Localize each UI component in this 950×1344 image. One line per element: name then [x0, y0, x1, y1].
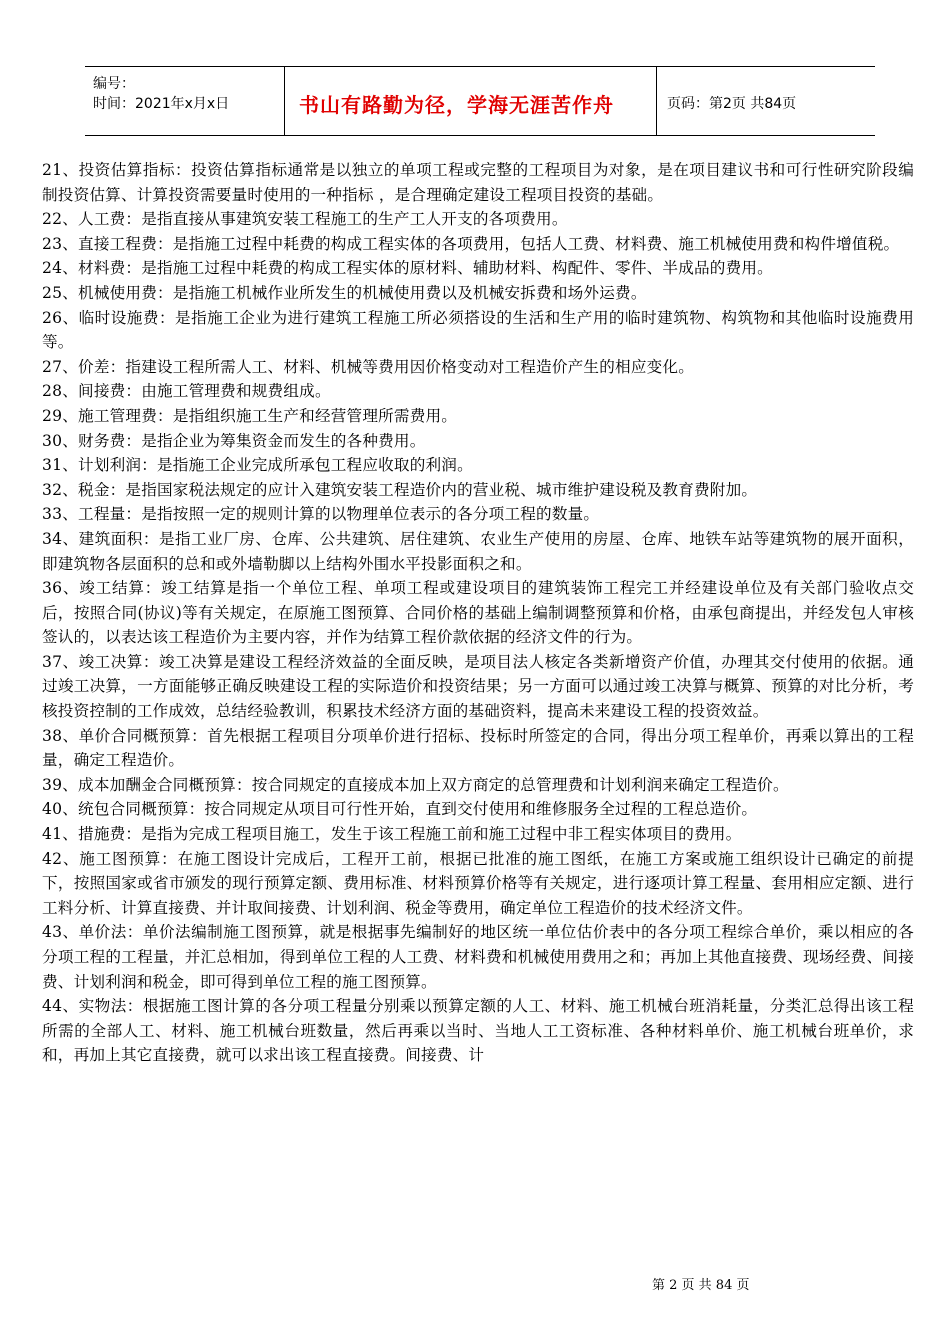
paragraph: 22、人工费：是指直接从事建筑安装工程施工的生产工人开支的各项费用。: [42, 210, 568, 229]
header-right-cell: [657, 67, 875, 135]
paragraph: 36、竣工结算：竣工结算是指一个单位工程、单项工程或建设项目的建筑装饰工程完工并经建设单位及有关部门验收点交后，按照合同(协议)等有关规定，在原施工图预算、合同价格的基础上编制调整预算和价格，由承包商提出，并经发包人审核签认的，以表达该工程造价为主要内容，并作为结算工程价款依据的经济文件的行为。: [42, 579, 914, 647]
paragraph: 42、施工图预算：在施工图设计完成后，工程开工前，根据已批准的施工图纸，在施工方案或施工组织设计已确定的前提下，按照国家或省市颁发的现行预算定额、费用标准、材料预算价格等有关规定，进行逐项计算工程量、套用相应定额、进行工料分析、计算直接费、并计取间接费、计划利润、税金等费用，确定单位工程造价的技术经济文件。: [42, 849, 914, 917]
paragraph: 34、建筑面积：是指工业厂房、仓库、公共建筑、居住建筑、农业生产使用的房屋、仓库、地铁车站等建筑物的展开面积，即建筑物各层面积的总和或外墙勒脚以上结构外围水平投影面积之和。: [42, 529, 914, 573]
paragraph: 40、统包合同概预算：按合同规定从项目可行性开始，直到交付使用和维修服务全过程的工程总造价。: [42, 800, 758, 819]
paragraph: 25、机械使用费：是指施工机械作业所发生的机械使用费以及机械安拆费和场外运费。: [42, 283, 647, 302]
page-footer: 第 2 页 共 84 页: [652, 1278, 750, 1293]
paragraph: 43、单价法：单价法编制施工图预算，就是根据事先编制好的地区统一单位估价表中的各分项工程综合单价，乘以相应的各分项工程的工程量，并汇总相加，得到单位工程的人工费、材料费和机械使用费用之和；再加上其他直接费、现场经费、间接费、计划利润和税金，即可得到单位工程的施工图预算。: [42, 923, 914, 991]
paragraph: 28、间接费：由施工管理费和规费组成。: [42, 382, 331, 401]
time-label: 时间：2021年x月x日: [93, 96, 230, 112]
header-middle-cell: [285, 67, 657, 135]
page-label: 页码：第2页 共84页: [667, 96, 797, 112]
paragraph: 38、单价合同概预算：首先根据工程项目分项单价进行招标、投标时所签定的合同，得出分项工程单价，再乘以算出的工程量，确定工程造价。: [42, 726, 914, 770]
paragraph: 33、工程量：是指按照一定的规则计算的以物理单位表示的各分项工程的数量。: [42, 505, 600, 524]
paragraph: 39、成本加酬金合同概预算：按合同规定的直接成本加上双方商定的总管理费和计划利润来确定工程造价。: [42, 775, 789, 794]
paragraph: 32、税金：是指国家税法规定的应计入建筑安装工程造价内的营业税、城市维护建设税及教育费附加。: [42, 480, 758, 499]
paragraph: 26、临时设施费：是指施工企业为进行建筑工程施工所必须搭设的生活和生产用的临时建筑物、构筑物和其他临时设施费用等。: [42, 308, 914, 352]
code-label: 编号：: [93, 76, 135, 92]
header-table: [85, 66, 875, 136]
document-body: [42, 158, 914, 1068]
paragraph: 21、投资估算指标：投资估算指标通常是以独立的单项工程或完整的工程项目为对象，是在项目建议书和可行性研究阶段编制投资估算、计算投资需要量时使用的一种指标 ，是合理确定建设工程项目投资的基础。: [42, 161, 914, 204]
header-left-cell: [85, 67, 285, 135]
paragraph: 29、施工管理费：是指组织施工生产和经营管理所需费用。: [42, 406, 458, 425]
paragraph: 30、财务费：是指企业为筹集资金而发生的各种费用。: [42, 431, 426, 450]
paragraph: 24、材料费：是指施工过程中耗费的构成工程实体的原材料、辅助材料、构配件、零件、半成品的费用。: [42, 259, 773, 278]
motto: 书山有路勤为径，学海无涯苦作舟: [299, 93, 614, 117]
paragraph: 31、计划利润：是指施工企业完成所承包工程应收取的利润。: [42, 456, 473, 475]
paragraph: 27、价差：指建设工程所需人工、材料、机械等费用因价格变动对工程造价产生的相应变化。: [42, 357, 694, 376]
paragraph: 23、直接工程费：是指施工过程中耗费的构成工程实体的各项费用，包括人工费、材料费、施工机械使用费和构件增值税。: [42, 234, 900, 253]
paragraph: 37、竣工决算：竣工决算是建设工程经济效益的全面反映，是项目法人核定各类新增资产价值，办理其交付使用的依据。通过竣工决算，一方面能够正确反映建设工程的实际造价和投资结果；另一方面可以通过竣工决算与概算、预算的对比分析，考核投资控制的工作成效，总结经验教训，积累技术经济方面的基础资料，提高未来建设工程的投资效益。: [42, 652, 914, 721]
paragraph: 44、实物法：根据施工图计算的各分项工程量分别乘以预算定额的人工、材料、施工机械台班消耗量，分类汇总得出该工程所需的全部人工、材料、施工机械台班数量，然后再乘以当时、当地人工工资标准、各种材料单价、施工机械台班单价，求和，再加上其它直接费，就可以求出该工程直接费。间接费、计: [42, 997, 914, 1065]
paragraph: 41、措施费：是指为完成工程项目施工，发生于该工程施工前和施工过程中非工程实体项目的费用。: [42, 825, 742, 844]
